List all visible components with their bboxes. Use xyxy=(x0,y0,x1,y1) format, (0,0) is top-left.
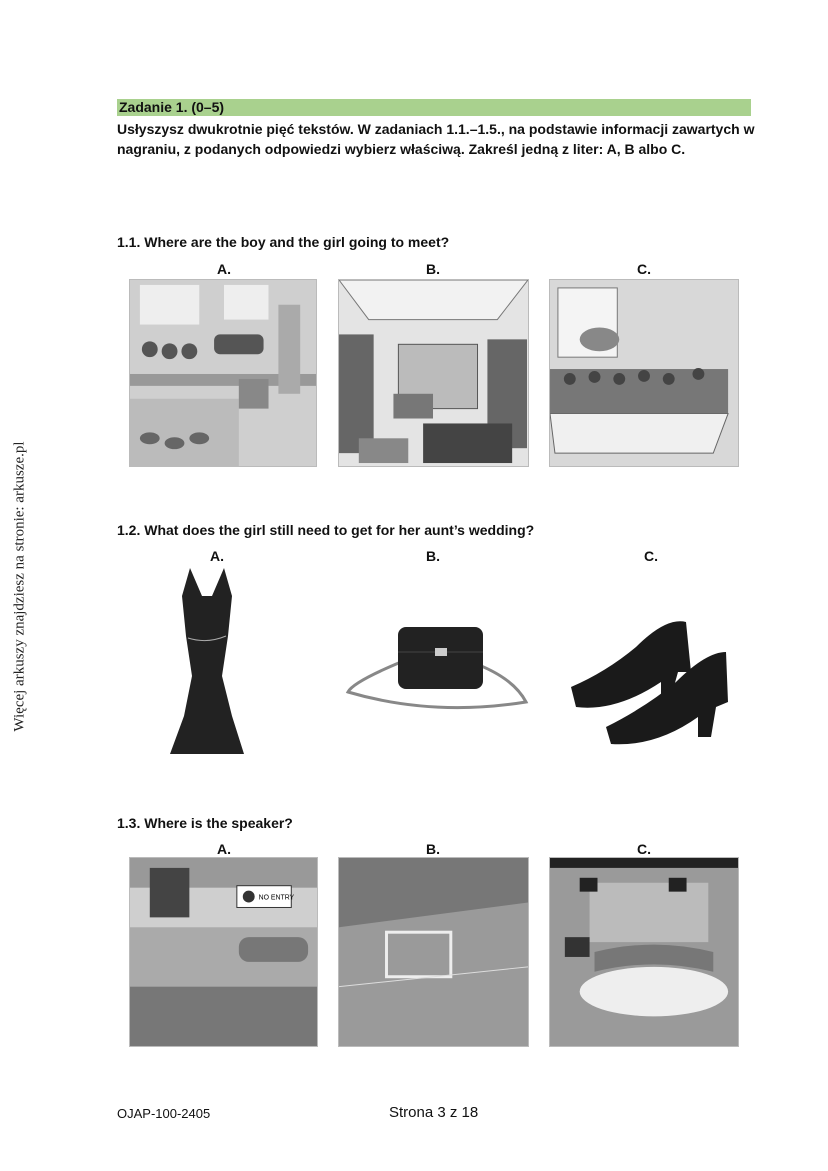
option-c[interactable]: C. xyxy=(644,548,658,564)
exam-code: OJAP-100-2405 xyxy=(117,1106,211,1121)
task-instruction: Usłyszysz dwukrotnie pięć tekstów. W zadaniach 1.1.–1.5., na podstawie informacji zawartych w nagraniu, z podanych odpowiedzi wybierz właściwą. Zakreśl jedną z liter: A, B albo C. xyxy=(117,121,755,157)
station-image xyxy=(129,857,318,1047)
page-number: Strona 3 z 18 xyxy=(389,1104,479,1121)
tv-studio-image xyxy=(549,857,739,1047)
sign-text: NO ENTRY xyxy=(258,894,295,902)
option-a[interactable]: A. xyxy=(217,261,231,277)
question-1-2: 1.2. What does the girl still need to get for her aunt’s wedding? xyxy=(117,522,535,538)
option-b[interactable]: B. xyxy=(426,548,440,564)
shoes-image xyxy=(566,612,732,747)
option-c[interactable]: C. xyxy=(637,841,651,857)
option-b[interactable]: B. xyxy=(426,841,440,857)
side-note: Więcej arkuszy znajdziesz na stronie: arkusze.pl xyxy=(11,441,28,732)
bookshop-image xyxy=(338,279,529,467)
bakery-image xyxy=(129,279,317,467)
option-c[interactable]: C. xyxy=(637,261,651,277)
dress-image xyxy=(162,566,252,756)
stadium-image xyxy=(338,857,529,1047)
question-1-3: 1.3. Where is the speaker? xyxy=(117,815,293,831)
greengrocer-image xyxy=(549,279,739,467)
task-title: Zadanie 1. (0–5) xyxy=(117,99,751,116)
option-b[interactable]: B. xyxy=(426,261,440,277)
question-1-1: 1.1. Where are the boy and the girl going to meet? xyxy=(117,234,450,250)
handbag-image xyxy=(343,622,531,714)
option-a[interactable]: A. xyxy=(210,548,224,564)
option-a[interactable]: A. xyxy=(217,841,231,857)
